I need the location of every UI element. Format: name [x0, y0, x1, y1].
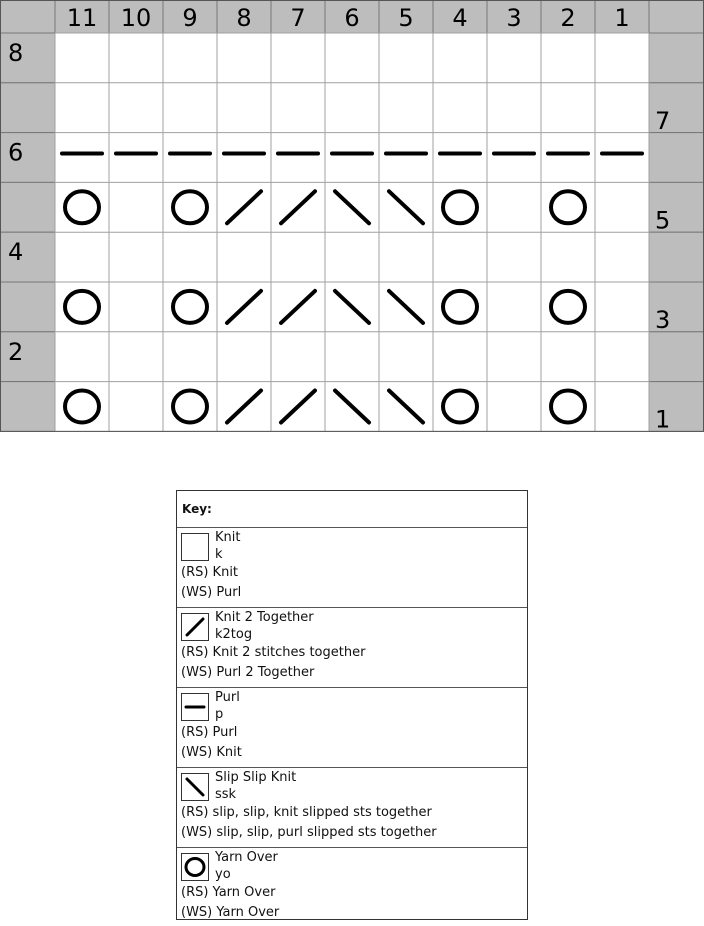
row-label-cell-right: [649, 332, 704, 382]
column-number: 7: [290, 4, 306, 32]
row-label-cell-left: [0, 282, 55, 332]
key-entry-ws: (WS) Yarn Over: [181, 905, 280, 920]
key-entry-purl: [177, 688, 527, 768]
key-entry-rs: (RS) slip, slip, knit slipped sts together: [181, 805, 432, 820]
row-number: 3: [655, 306, 671, 334]
key-entry-abbr: ssk: [215, 787, 237, 802]
key-entry-name: Purl: [215, 690, 240, 705]
key-entry-abbr: k2tog: [215, 627, 253, 642]
key-legend: [176, 490, 528, 920]
key-title: Key:: [177, 491, 527, 528]
k2tog-symbol-icon: [181, 613, 209, 641]
key-entry-ws: (WS) Purl: [181, 585, 242, 600]
key-entry-rs: (RS) Yarn Over: [181, 885, 276, 900]
row-number: 5: [655, 206, 671, 235]
key-entry-yo: [177, 848, 527, 926]
column-number: 6: [344, 4, 360, 32]
column-number: 11: [66, 4, 98, 32]
key-entry-ws: (WS) Knit: [181, 745, 242, 760]
column-number: 8: [236, 4, 252, 32]
key-entry-abbr: p: [215, 707, 224, 722]
key-entry-name: Yarn Over: [215, 850, 278, 865]
key-entry-name: Knit: [215, 530, 241, 545]
key-entry-abbr: k: [215, 547, 223, 562]
column-number: 4: [452, 4, 468, 32]
key-entry-knit: [177, 528, 527, 608]
row-label-cell-left: [0, 382, 55, 432]
key-entry-k2tog: [177, 608, 527, 688]
row-number: 8: [8, 39, 24, 67]
ssk-symbol-icon: [181, 773, 209, 801]
corner-cell: [649, 0, 704, 33]
column-number: 3: [506, 4, 522, 32]
knit-symbol-icon: [181, 533, 209, 561]
yarn-over-symbol-icon: [181, 853, 209, 881]
key-entry-name: Slip Slip Knit: [215, 770, 297, 785]
key-entry-ssk: [177, 768, 527, 848]
key-entry-rs: (RS) Knit: [181, 565, 239, 580]
row-number: 4: [8, 238, 24, 267]
row-number: 1: [655, 405, 671, 432]
key-entry-abbr: yo: [215, 867, 231, 882]
corner-cell: [0, 0, 55, 33]
column-number: 10: [120, 4, 152, 32]
column-number: 9: [182, 4, 198, 32]
row-number: 2: [8, 337, 24, 366]
column-number: 5: [398, 4, 414, 32]
key-entry-name: Knit 2 Together: [215, 610, 314, 625]
purl-symbol-icon: [181, 693, 209, 721]
key-entry-ws: (WS) Purl 2 Together: [181, 665, 315, 680]
row-label-cell-left: [0, 83, 55, 133]
key-entry-ws: (WS) slip, slip, purl slipped sts together: [181, 825, 437, 840]
row-label-cell-right: [649, 33, 704, 83]
row-label-cell-right: [649, 232, 704, 282]
key-entry-rs: (RS) Purl: [181, 725, 238, 740]
row-number: 7: [655, 106, 671, 135]
knitting-chart: [0, 0, 704, 432]
row-number: 6: [8, 138, 24, 167]
key-entry-rs: (RS) Knit 2 stitches together: [181, 645, 366, 660]
row-label-cell-right: [649, 133, 704, 183]
column-number: 1: [614, 4, 630, 32]
column-number: 2: [560, 4, 576, 32]
row-label-cell-left: [0, 182, 55, 232]
